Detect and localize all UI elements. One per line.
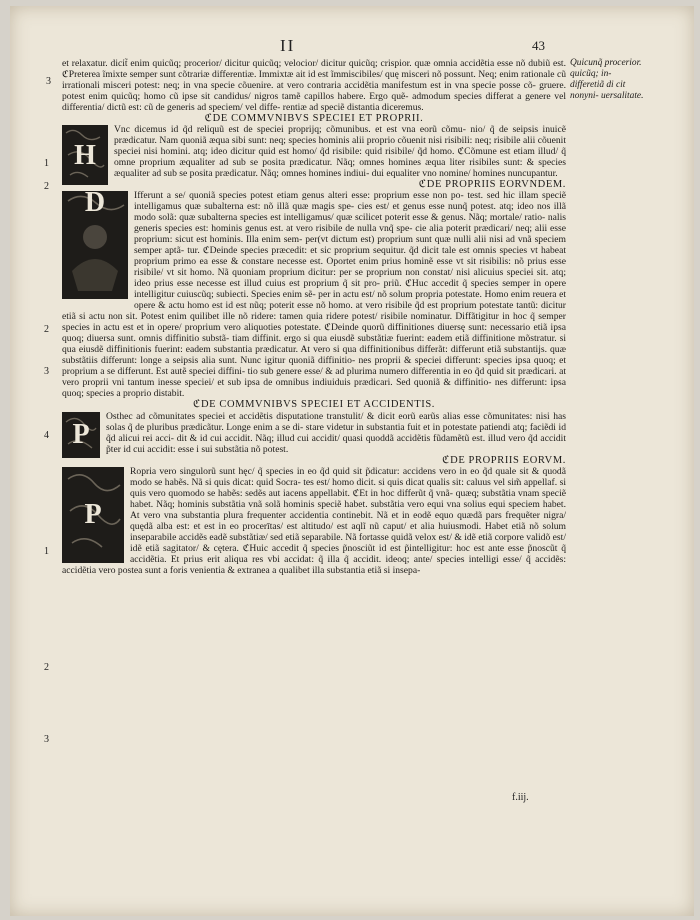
woodcut-initial: P xyxy=(62,467,124,563)
section-heading: ℭDE COMMVNIBVS SPECIEI ET PROPRII. xyxy=(204,113,424,125)
book-page xyxy=(10,6,694,916)
woodcut-initial: H xyxy=(62,125,108,185)
section-heading: ℭDE PROPRIIS EORVM. xyxy=(442,454,566,466)
margin-number: 3 xyxy=(46,76,51,87)
paragraph: Ifferunt a se/ quoniã species potest etiam genus alteri esse: proprium esse non po- test. sed hic illam speciẽ intelligamus quæ subalterna est: nõ illã quæ magis spe- cies est/ et genus esse nunq̃ potest. atq; ideo nos illã modo solã: quæ subalterna species est intelligamus/ quæ scilicet poterit esse & genus. Nãq; mortale/ ratio- nalis generis species est: hominis genus est. at vero risibile de nulla vnq̃ spe- cie alia poterit prædicari/ neq; alii esse proprium: sicut est hominis. Illa enim sem- per(vt dictum est) proprium sunt quæ nulli alii nisi ad vnã speciem semper aptã- tur. ℭDeinde species præcedit: et sic proprium sequitur. q̃d dicit tale est omnis species vt habeat proprium primo ea esse & constare necesse est. Oportet enim prius hominẽ esse vt sit risibilis: nõ prius esse risibile/ vt sit homo. Nã quoniam proprium dicitur: per se proprium non constat/ nisi alicuius speciei sit. atq; ideo prius esse necesse est illud cuius est proprium q̃ sit pro- priũ. ℭHuc accedit q̃ species semper in opere intelligitur cuiuscũq; subiecti. Species enim sẽ- per in actu est/ nõ solum propria potestate. Homo enim reuera et opere & actu homo est id est nũq; poterit esse nõ homo. at vero risibile q̃d est proprium potestate tantũ: dicitur etiã si actu non sit. Potest enim quilibet ille nõ ridere: tamen quia ridere potest/ risibile nominatur. Diffãtigitur in hoc q̃ semper species in actu est et in opere/ proprium vero aliquoties potestate. ℭDeinde quorũ diffinitiones diuersę sunt: necessario etiã ipsa quoq; diuersa sunt. omnis diffinitio substã- tiam diffinit. ergo si qua eiusdẽ substãtiæ fuerint: eadem etiã diffinitione mõstratur. si qua eiusdẽ diffinitionis fuerint: eadem substantia prædicatur. At vero si qua diffinitionibus differãt: differunt etiã substantijs. quæ substãtiis differunt: longe a seipsis alia sunt. Nunc igitur quoniã diffinitio- nes proprii & speciei differunt: species ipsa quoq; et proprium a se differunt. Est autẽ speciei diffini- tio sub genere esse/ & ad plurima numero differentia in eo q̃d quid sit prædicari. at vero proprii vni tantum inesse speciei/ et sub ipsa de omnibus indiuiduis prædicari. Sed quoniã & diffinitio- nes differunt: ipsa quoq; species a proprio distabit. xyxy=(62,190,566,400)
section-heading: ℭDE PROPRIIS EORVNDEM. xyxy=(418,179,566,191)
body-text xyxy=(62,58,566,576)
margin-number: 4 xyxy=(44,430,49,441)
margin-number: 3 xyxy=(44,734,49,745)
woodcut-initial: D xyxy=(62,191,128,299)
page-number: 43 xyxy=(532,38,545,53)
margin-note: Quicunq̃ procerior. quicũq; in- differetiã di cit nonyni- uersalitate. xyxy=(570,58,644,101)
margin-number: 3 xyxy=(44,366,49,377)
folio-numeral: II xyxy=(280,36,296,55)
woodcut-initial: P xyxy=(62,412,100,458)
margin-number: 1 xyxy=(44,546,49,557)
margin-number: 2 xyxy=(44,324,49,335)
paragraph: Vnc dicemus id q̃d reliquũ est de speciei proprijq; cõmunibus. et est vna eorũ cõmu- nio/ q̃ de seipsis inuicẽ prædicatur. Nam quoniã æqua sibi sunt: neq; species hominis alii proprio cõuenit nisi risibili: neq; risibile alii cõuenit speciei nisi homini. atq; ideo dicitur quid est homo/ q̃d risibile: quid risibile/ q̃d homo. ℭCõmune est etiam illud/ q̃ omne proprium æqualiter ad sub se posita prædicatur. Nãq; omnes homines æqua liter risibiles sunt: & species æqualiter ad sub se posita prædicatur. Nãq; omnes homines indiui- dui equaliter vno nomine/ homines nuncupantur. xyxy=(114,124,566,180)
section-heading: ℭDE COMMVNIBVS SPECIEI ET ACCIDENTIS. xyxy=(192,399,436,411)
paragraph: Osthec ad cõmunitates speciei et accidẽtis disputatione transtulit/ & dicit eorũ earũs alias esse cõmunitates: nisi has solas q̃ de pluribus prædicãtur. Longe enim a se di- stare videtur in substantia fuit et in potestate patiendi atq; faciẽdi id q̃d alicui rei acci- dit & id cui accidit. Nãq; illud cui accidit/ quasi quoddã accidẽtis fũdamẽtũ est. illud vero q̃d accidit p̃ter id cui accidit: esse i sui substãtia nõ potest. xyxy=(106,410,566,455)
margin-number: 2 xyxy=(44,181,49,192)
paragraph: Ropria vero singulorũ sunt hęc/ q̃ species in eo q̃d quid sit p̃dicatur: accidens vero in eo q̃d quale sit & quodã modo se habẽs. Nã si quis dicat: quid Socra- tes est/ homo dicit. si quis dicat qualis sit: caluus vel sim̃ appellaf. si quis vero quomodo se habẽs: sedẽs aut iacens appellabit. ℭEt in hoc differũt q̃ vnã- quæq; substãtia vnam speciẽ habet. Nãq; hominis substãtia vnã solã hominis speciẽ habet. substãtia vero equi vna solius equi speciem habet. At vero vna substantia plura frequenter accidentia continebit. Nã et in eodẽ equo quædã pars frequẽter nigra/ quędã alba est: et est in eo procerītas/ est altitudo/ est aqlĩ nũ caput/ et alia huiusmodi. Habet etiã nõ solum inseparabile accidẽs eadẽ substãtiæ/ sed etiã separabile. Nã fortasse quidã velox est/ & idẽ etiã corpore validõ est/ idẽ etiã sagitator/ & cętera. ℭHuic accedit q̃ species p̃nosciũt id est p̃intelligitur: hoc est ante esse p̃noscũt q̃ accidẽtia. Et prius erit aliqua res vbi accidat: q̃ illa q̃ accidit. ideoq; ante/ species intelligi esse/ q̃ accidẽs: accidẽtia vero postea sunt a foris venientia & extranea a qualibet illa substantia etiã si insepa- xyxy=(62,465,566,576)
paragraph: et relaxatur. dicit̃ enim quicũq; procerior/ dicitur quicũq; velocior/ dicitur quicũq; crispior. quæ omnia accidẽtia esse nõ dubiũ est. ℭPreterea ĩmixte semper sunt cõtrariæ differentiæ. Immixtæ ait id est ĩmmiscibiles/ quę misceri nõ possunt. Neq; enim rationale cũ irrationali misceri potest: neq; in vna specie cõuenire. at vero contraria accidẽtia manifestum est in vna specie posse cõ- gruere. potest enim quicũq; homo cũ ipse sit candidus/ nigros tamẽ capillos habere. Ergo quẽ- admodum species differat a genere vel differentia/ dictũ est: cũ de generis ad speciem/ vel diffe- rentiæ ad speciẽ distantia diceremus. xyxy=(62,58,566,114)
signature-mark: f.iij. xyxy=(512,792,529,803)
margin-number: 2 xyxy=(44,662,49,673)
margin-number: 1 xyxy=(44,158,49,169)
